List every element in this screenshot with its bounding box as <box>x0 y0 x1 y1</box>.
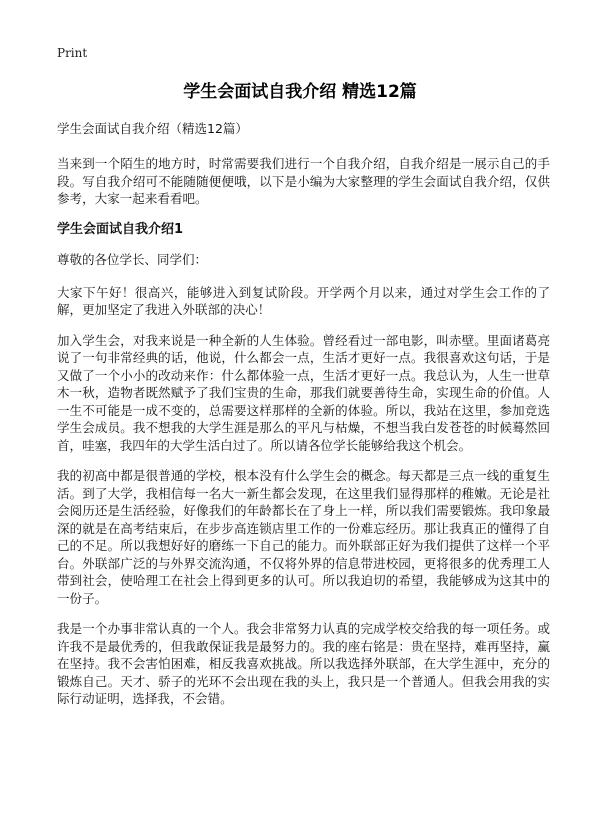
article-subtitle: 学生会面试自我介绍（精选12篇） <box>57 121 248 136</box>
print-link[interactable]: Print <box>57 46 88 60</box>
paragraph-1: 大家下午好！很高兴，能够进入到复试阶段。开学两个月以来，通过对学生会工作的了解，更加坚定了我进入外联部的决心！ <box>57 284 550 317</box>
paragraph-3: 我的初高中都是很普通的学校，根本没有什么学生会的概念。每天都是三点一线的重复生活。到了大学，我相信每一名大一新生都会发现，在这里我们显得那样的稚嫩。无论是社会阅历还是生活经验，好像我们的年龄都长在了身上一样，所以我们需要锻炼。我印象最深的就是在高考结束后，在步步高连锁店里工作的一份难忘经历。那让我真正的懂得了自己的不足。所以我想好好的磨练一下自己的能力。而外联部正好为我们提供了这样一个平台。外联部广泛的与外界交流沟通，不仅将外界的信息带进校园，更将很多的优秀理工人带到社会，使哈理工在社会上得到更多的认可。所以我迫切的希望，我能够成为这其中的一份子。 <box>57 468 550 606</box>
greeting-line: 尊敬的各位学长、同学们： <box>57 251 208 267</box>
paragraph-2: 加入学生会，对我来说是一种全新的人生体验。曾经看过一部电影，叫赤壁。里面诸葛亮说了一句非常经典的话，他说，什么都会一点，生活才更好一点。我很喜欢这句话，于是又做了一个小小的改动来作：什么都体验一点，生活才更好一点。我总认为，人生一世草木一秋，造物者既然赋予了我们宝贵的生命，那我们就要善待生命，实现生命的价值。人一生不可能是一成不变的，总需要这样那样的全新的体验。所以，我站在这里，参加竞选学生会成员。我不想我的大学生涯是那么的平凡与枯燥，不想当我白发苍苍的时候蓦然回首，哇塞，我四年的大学生活白过了。所以请各位学长能够给我这个机会。 <box>57 332 550 453</box>
intro-paragraph: 当来到一个陌生的地方时，时常需要我们进行一个自我介绍，自我介绍是一展示自己的手段。写自我介绍可不能随随便便哦，以下是小编为大家整理的学生会面试自我介绍，仅供参考，大家一起来看看吧。 <box>57 156 550 206</box>
section-heading: 学生会面试自我介绍1 <box>57 221 184 237</box>
page-title: 学生会面试自我介绍 精选12篇 <box>183 82 417 102</box>
paragraph-4: 我是一个办事非常认真的一个人。我会非常努力认真的完成学校交给我的每一项任务。或许我不是最优秀的，但我敢保证我是最努力的。我的座右铭是：贵在坚持，难再坚持，赢在坚持。我不会害怕困难，相反我喜欢挑战。所以我选择外联部，在大学生涯中，充分的锻炼自己。天才、骄子的光环不会出现在我的头上，我只是一个普通人。但我会用我的实际行动证明，选择我，不会错。 <box>57 621 550 706</box>
article-body <box>57 120 550 721</box>
